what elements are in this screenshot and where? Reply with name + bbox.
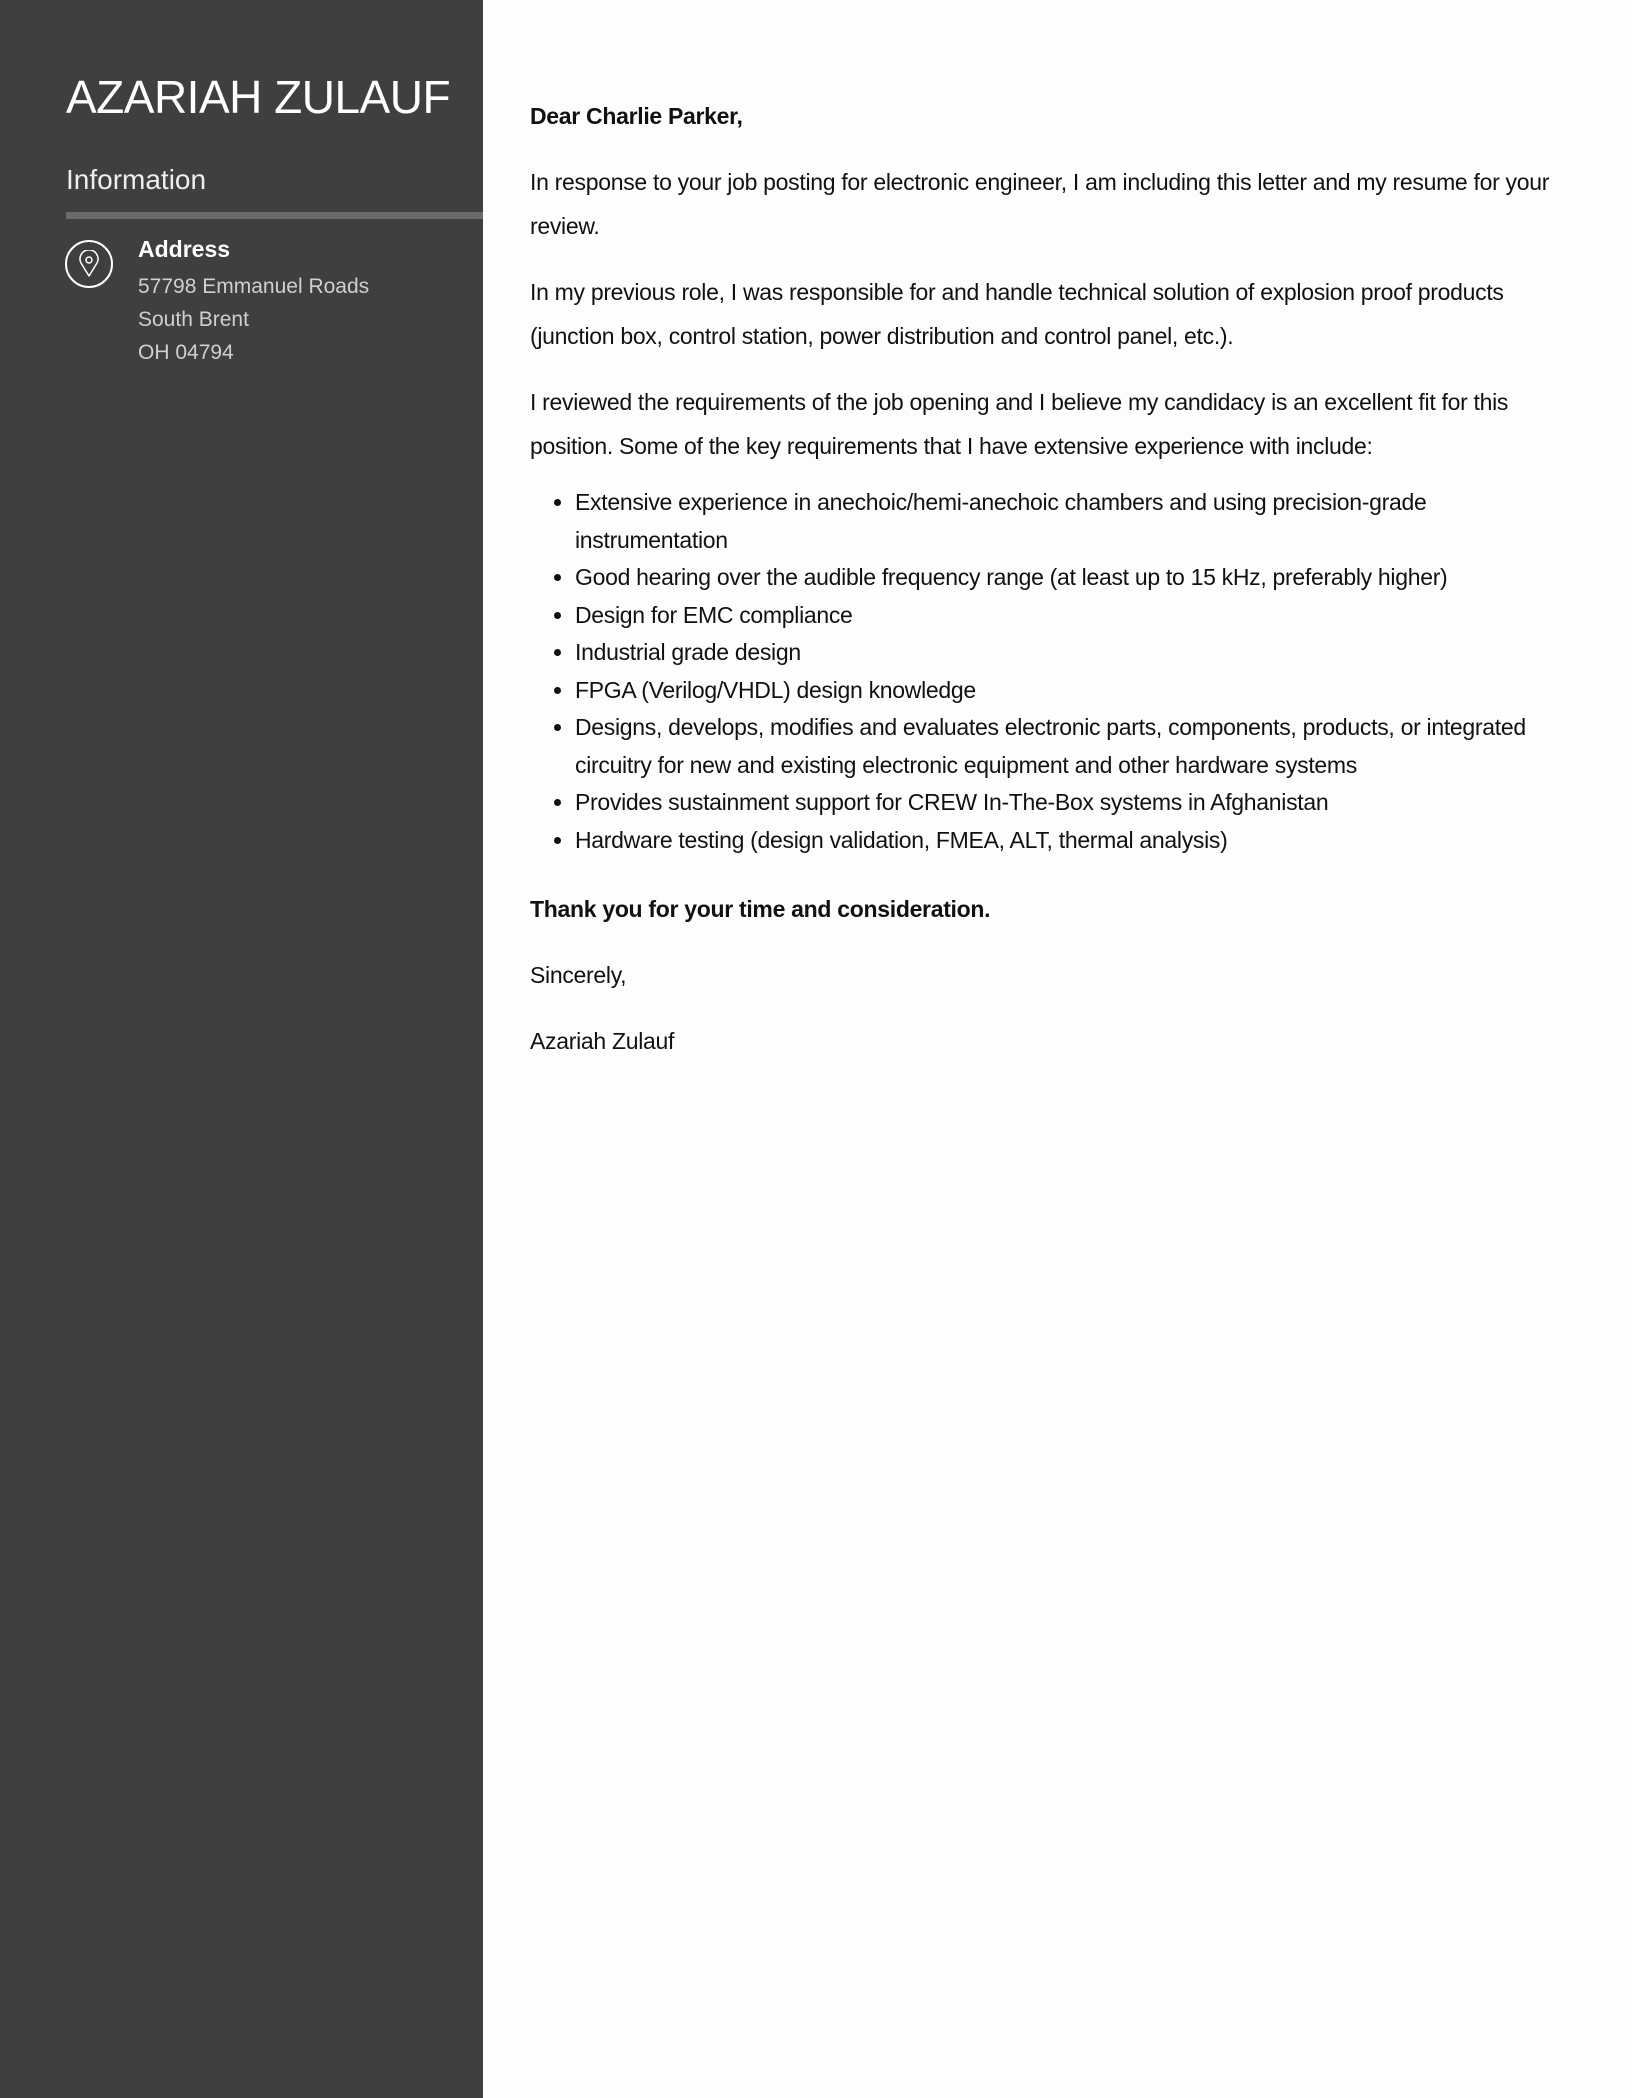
letter-body [530,94,1560,1085]
list-item: • Extensive experience in anechoic/hemi-anechoic chambers and using precision-grade instrumentation [575,484,1560,559]
address-value [138,270,369,369]
sidebar [0,0,483,2098]
address-label: Address [138,236,231,262]
requirements-list [530,484,1560,859]
paragraph: In my previous role, I was responsible for and handle technical solution of explosion proof products (junction box, control station, power distribution and control panel, etc.). [530,279,1504,349]
list-item: • Design for EMC compliance [575,597,1560,635]
greeting: Dear Charlie Parker, [530,103,743,129]
section-title-information: Information [66,164,207,195]
list-item: • Hardware testing (design validation, FMEA, ALT, thermal analysis) [575,822,1560,860]
address-line: 57798 Emmanuel Roads [138,275,370,298]
paragraph: In response to your job posting for electronic engineer, I am including this letter and my resume for your review. [530,169,1550,239]
section-divider [66,212,483,219]
list-item: • Industrial grade design [575,634,1560,672]
signature: Azariah Zulauf [530,1028,675,1054]
address-line: OH 04794 [138,341,234,364]
list-item: • Provides sustainment support for CREW In-The-Box systems in Afghanistan [575,784,1560,822]
thanks-line: Thank you for your time and consideration. [530,896,991,922]
list-item: • FPGA (Verilog/VHDL) design knowledge [575,672,1560,710]
location-pin-icon [65,240,113,288]
address-line: South Brent [138,308,249,331]
closing: Sincerely, [530,962,627,988]
list-item: • Good hearing over the audible frequency range (at least up to 15 kHz, preferably higher) [575,559,1560,597]
applicant-name: AZARIAH ZULAUF [66,71,451,123]
list-item: • Designs, develops, modifies and evaluates electronic parts, components, products, or integrated circuitry for new and existing electronic equipment and other hardware systems [575,709,1560,784]
paragraph: I reviewed the requirements of the job opening and I believe my candidacy is an excellent fit for this position. Some of the key requirements that I have extensive experience with include: [530,389,1509,459]
